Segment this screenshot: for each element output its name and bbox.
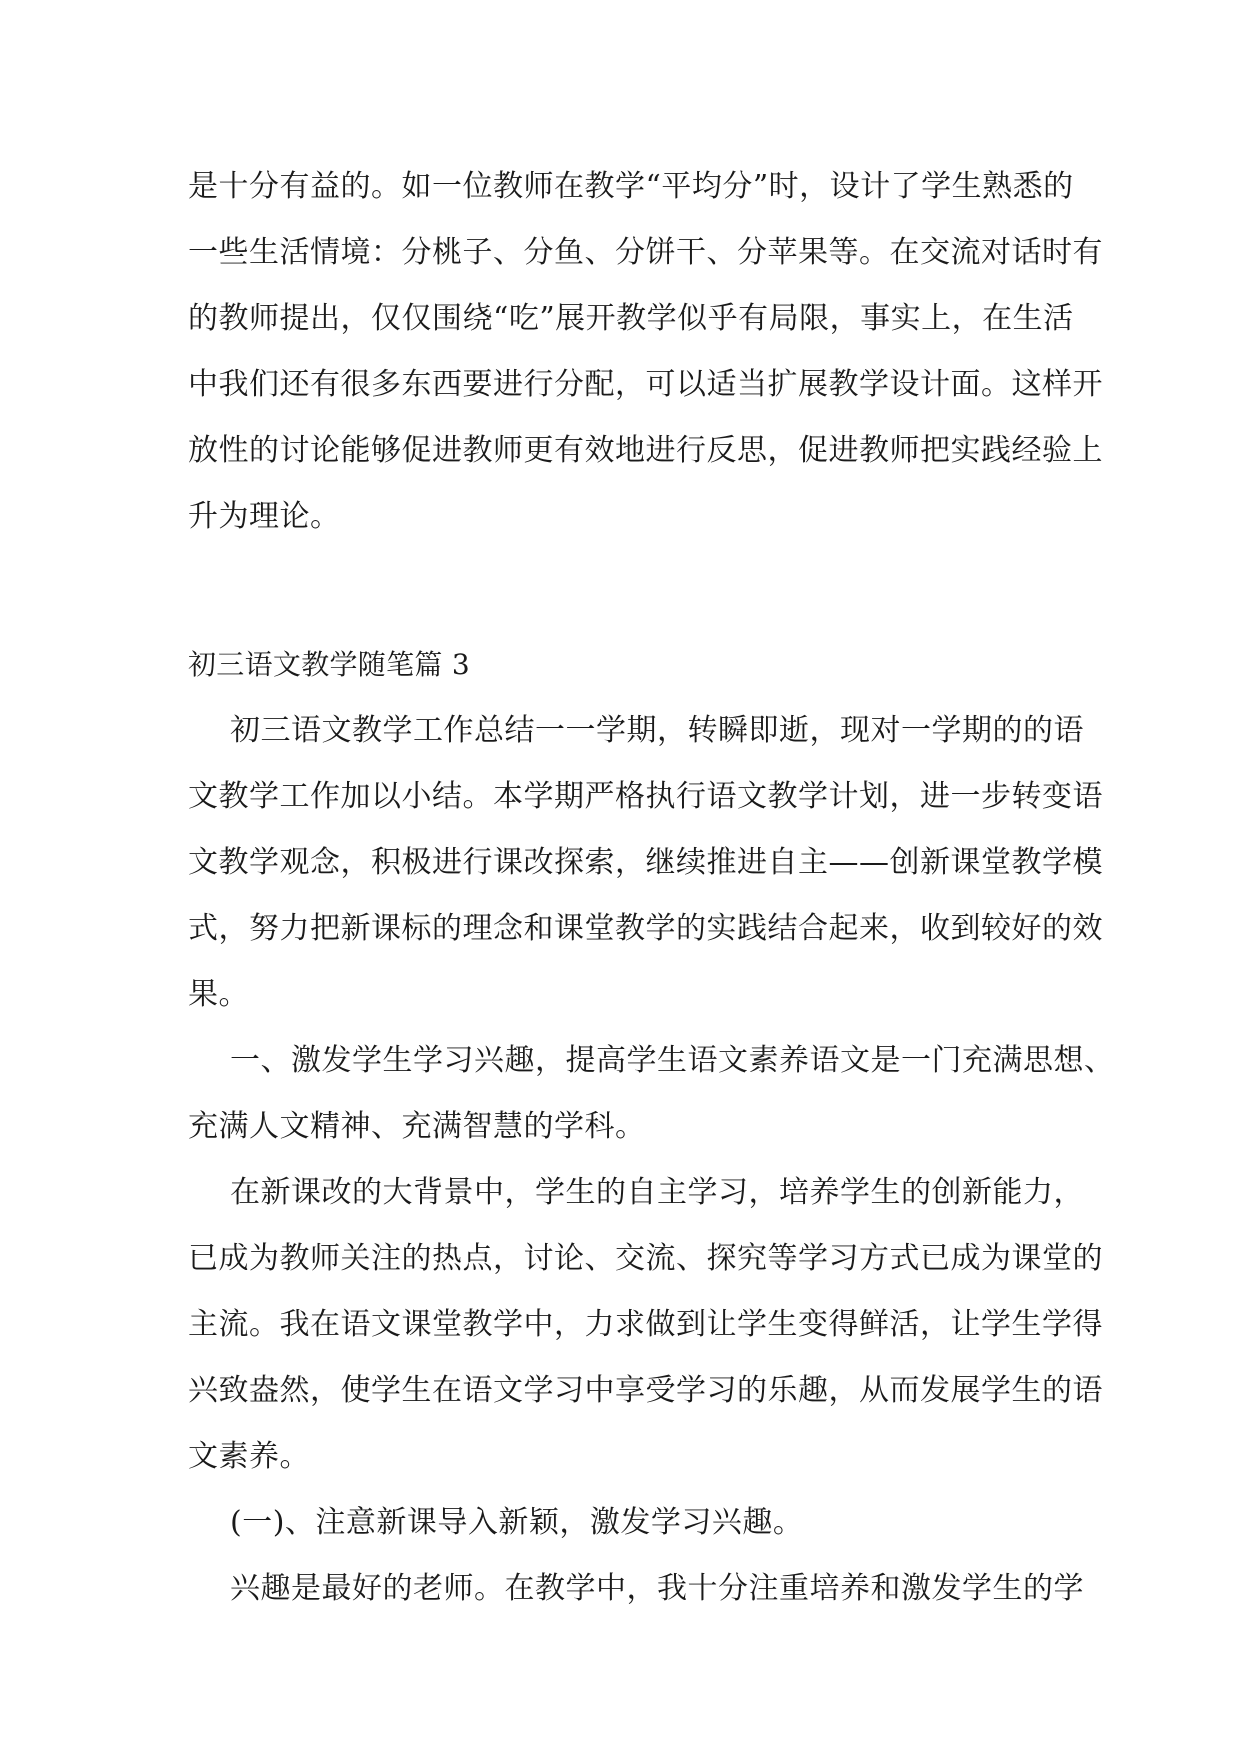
text-line: (一)、注意新课导入新颖，激发学习兴趣。: [230, 1505, 804, 1540]
document-body: [188, 154, 1115, 1622]
interest-paragraph: [188, 1028, 1115, 1160]
text-line: 式，努力把新课标的理念和课堂教学的实践结合起来，收到较好的效: [188, 911, 1103, 946]
text-line: 在新课改的大背景中，学生的自主学习，培养学生的创新能力，: [230, 1175, 1084, 1210]
text-line: 文教学观念，积极进行课改探索，继续推进自主——创新课堂教学模: [188, 845, 1103, 880]
text-line: 初三语文教学工作总结一一学期，转瞬即逝，现对一学期的的语: [230, 713, 1084, 748]
text-line: 兴致盎然，使学生在语文学习中享受学习的乐趣，从而发展学生的语: [188, 1373, 1103, 1408]
intro-paragraph: [188, 154, 1103, 550]
teacher-paragraph: [188, 1556, 1084, 1622]
text-line: 文素养。: [188, 1439, 310, 1474]
text-line: 主流。我在语文课堂教学中，力求做到让学生变得鲜活，让学生学得: [188, 1307, 1103, 1342]
text-line: 已成为教师关注的热点，讨论、交流、探究等学习方式已成为课堂的: [188, 1241, 1103, 1276]
text-line: 文教学工作加以小结。本学期严格执行语文教学计划，进一步转变语: [188, 779, 1103, 814]
text-line: 放性的讨论能够促进教师更有效地进行反思，促进教师把实践经验上: [188, 433, 1103, 468]
text-line: 一些生活情境：分桃子、分鱼、分饼干、分苹果等。在交流对话时有: [188, 235, 1103, 270]
text-line: 果。: [188, 977, 249, 1012]
text-line: 兴趣是最好的老师。在教学中，我十分注重培养和激发学生的学: [230, 1571, 1084, 1606]
text-line: 是十分有益的。如一位教师在教学“平均分”时，设计了学生熟悉的: [188, 169, 1074, 204]
text-line: 的教师提出，仅仅围绕“吃”展开教学似乎有局限，事实上，在生活: [188, 301, 1074, 336]
reform-paragraph: [188, 1160, 1103, 1490]
text-line: 充满人文精神、充满智慧的学科。: [188, 1109, 646, 1144]
text-line: 中我们还有很多东西要进行分配，可以适当扩展教学设计面。这样开: [188, 367, 1103, 402]
subsection-paragraph: [188, 1490, 1068, 1556]
section-heading: 初三语文教学随笔篇 3: [188, 648, 471, 681]
text-line: 一、激发学生学习兴趣，提高学生语文素养语文是一门充满思想、: [230, 1043, 1115, 1078]
summary-paragraph: [188, 698, 1103, 1028]
text-line: 升为理论。: [188, 499, 341, 534]
section-spacer: [188, 550, 1068, 632]
